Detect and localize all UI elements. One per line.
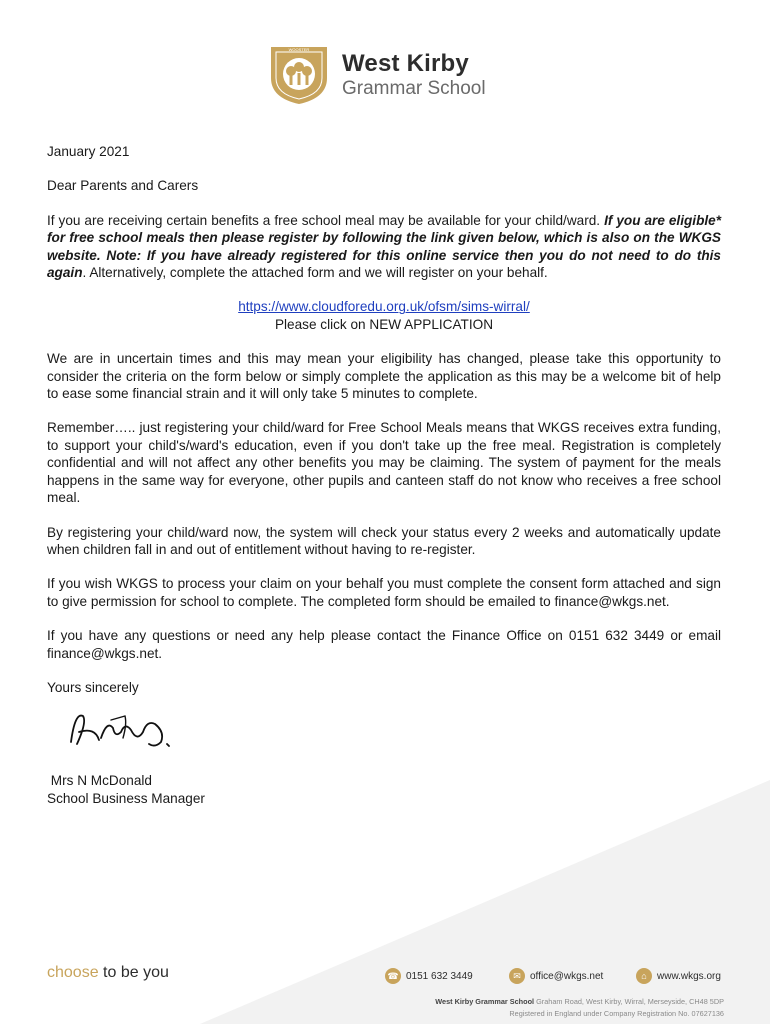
paragraph-registering: By registering your child/ward now, the system will check your status every 2 weeks and automatically update when children fall in and out of entitlement without having to re-register.	[47, 524, 721, 557]
address-text: Graham Road, West Kirby, Wirral, Merseyside, CH48 5DP	[534, 997, 724, 1006]
paragraph-questions: If you have any questions or need any help please contact the Finance Office on 0151 632 3449 or email finance@wkgs.net.	[47, 628, 721, 661]
web-icon: ⌂	[636, 968, 652, 984]
footer-email	[509, 968, 603, 984]
footer-phone	[385, 968, 473, 984]
school-name-line1: West Kirby	[342, 50, 469, 77]
paragraph-uncertain-times: We are in uncertain times and this may mean your eligibility has changed, please take this opportunity to consider the criteria on the form below or simply complete the application as this may be a welcome bit of help to ease some financial strain and it will only take 5 minutes to complete.	[47, 351, 721, 402]
footer-tagline	[47, 964, 169, 982]
company-registration: Registered in England under Company Registration No. 07627136	[509, 1009, 724, 1018]
p1-tail: . Alternatively, complete the attached form and we will register on your behalf.	[82, 265, 548, 281]
phone-icon: ☎	[385, 968, 401, 984]
signer-block	[47, 772, 721, 807]
email-icon: ✉	[509, 968, 525, 984]
closing: Yours sincerely	[47, 679, 139, 695]
tagline-rest: to be you	[98, 964, 169, 981]
salutation: Dear Parents and Carers	[47, 178, 199, 194]
footer-address	[435, 996, 724, 1020]
paragraph-remember: Remember….. just registering your child/ward for Free School Meals means that WKGS receives extra funding, to support your child's/ward's education, even if you don't take up the free meal. Registration is completely confidential and will not affect any other benefits you may be claiming. The system of payment for the meals happens in the same way for everyone, other pupils and canteen staff do not know who receives a free school meal.	[47, 420, 721, 506]
phone-text: 0151 632 3449	[406, 970, 473, 982]
signer-name: Mrs N McDonald	[50, 773, 152, 789]
school-crest-icon	[268, 44, 330, 106]
paragraph-benefits	[47, 212, 721, 282]
letter-date: January 2021	[47, 144, 130, 159]
letter-body	[47, 143, 721, 807]
svg-text:WOOSTER: WOOSTER	[288, 47, 310, 52]
address-school: West Kirby Grammar School	[435, 997, 535, 1006]
tagline-choose: choose	[47, 964, 99, 981]
footer-web	[636, 968, 721, 984]
paragraph-consent: If you wish WKGS to process your claim on your behalf you must complete the consent form attached and sign to give permission for school to complete. The completed form should be emailed to finance@wkgs.net.	[47, 576, 721, 609]
letterhead	[268, 44, 486, 106]
registration-link[interactable]: https://www.cloudforedu.org.uk/ofsm/sims-wirral/	[238, 299, 530, 315]
signature	[65, 702, 185, 762]
school-name-line2: Grammar School	[342, 78, 486, 99]
link-block	[47, 298, 721, 333]
signer-title: School Business Manager	[47, 790, 205, 806]
email-text: office@wkgs.net	[530, 970, 604, 982]
link-note: Please click on NEW APPLICATION	[274, 316, 494, 332]
p1-bold-instruction: If you are eligible* for free school meals then please register by following the link given below, which is also on the WKGS website. Note: If you have already registered for this online service then you do not need to do this again	[47, 212, 721, 281]
web-text: www.wkgs.org	[657, 970, 721, 982]
p1-text: If you are receiving certain benefits a free school meal may be available for your child/ward.	[47, 212, 601, 228]
